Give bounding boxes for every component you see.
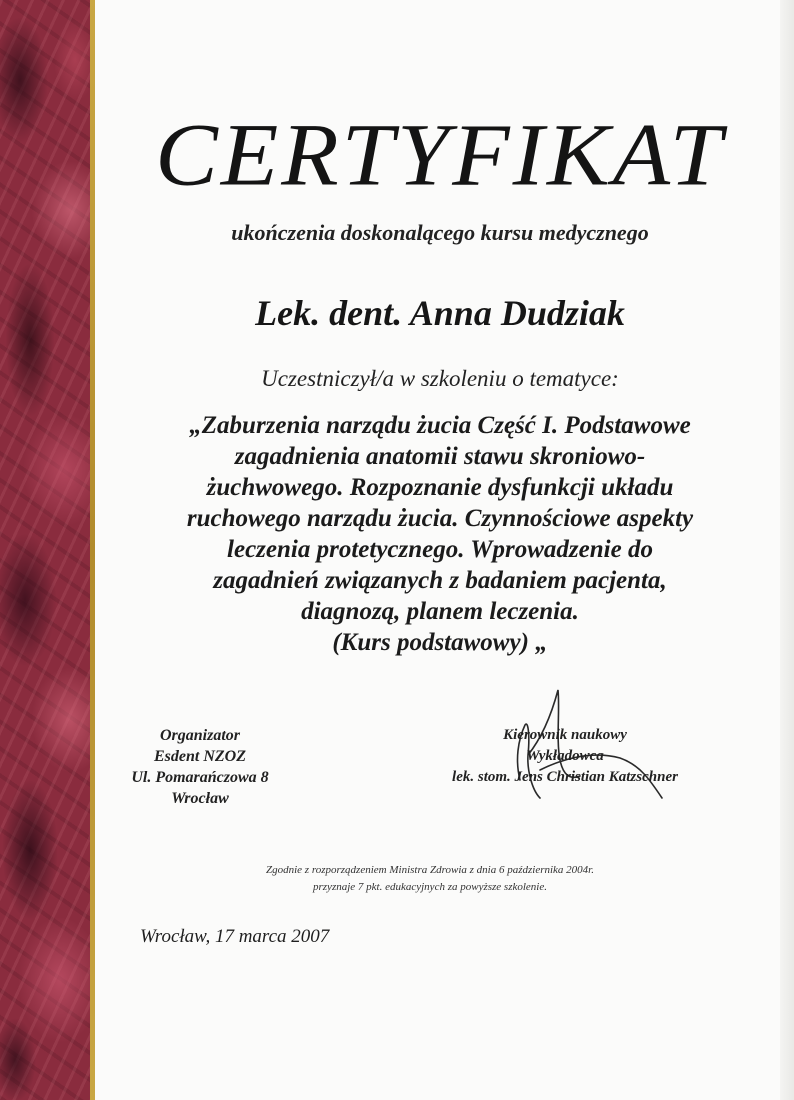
organizer-name: Esdent NZOZ: [154, 748, 246, 765]
topic-line: zagadnienia anatomii stawu skroniowo-: [234, 443, 646, 470]
topic-line: zagadnień związanych z badaniem pacjenta,: [213, 567, 667, 594]
organizer-block: [130, 725, 270, 809]
certificate-title: CERTYFIKAT: [155, 105, 725, 205]
note-line: Zgodnie z rozporządzeniem Ministra Zdrowia z dnia 6 października 2004r.: [266, 864, 594, 876]
lecturer-name: lek. stom. Jens Christian Katzschner: [452, 769, 678, 785]
topic-line: leczenia protetycznego. Wprowadzenie do: [227, 536, 653, 563]
scientific-lead-block: [430, 725, 700, 788]
participation-text: Uczestniczył/a w szkoleniu o tematyce:: [261, 366, 619, 391]
scientific-role: Kierownik naukowy: [503, 727, 627, 743]
topic-line: diagnozą, planem leczenia.: [301, 598, 579, 625]
topic-line: (Kurs podstawowy) „: [332, 629, 548, 656]
place-and-date: Wrocław, 17 marca 2007: [140, 926, 330, 947]
marbled-border: [0, 0, 90, 1100]
course-topic: [95, 410, 785, 658]
organizer-label: Organizator: [159, 727, 241, 744]
recipient-name: Lek. dent. Anna Dudziak: [255, 293, 625, 333]
topic-line: ruchowego narządu żucia. Czynnościowe aspekty: [186, 505, 694, 532]
note-line: przyznaje 7 pkt. edukacyjnych za powyższe szkolenie.: [313, 881, 547, 893]
certificate-subtitle: ukończenia doskonalącego kursu medycznego: [231, 220, 649, 245]
ministry-note: [170, 862, 690, 896]
lecturer-role: Wykładowca: [526, 748, 604, 764]
organizer-city: Wrocław: [171, 790, 229, 807]
organizer-street: Ul. Pomarańczowa 8: [131, 769, 269, 786]
topic-line: „Zaburzenia narządu żucia Część I. Podstawowe: [189, 412, 691, 439]
topic-line: żuchwowego. Rozpoznanie dysfunkcji układu: [206, 474, 674, 501]
